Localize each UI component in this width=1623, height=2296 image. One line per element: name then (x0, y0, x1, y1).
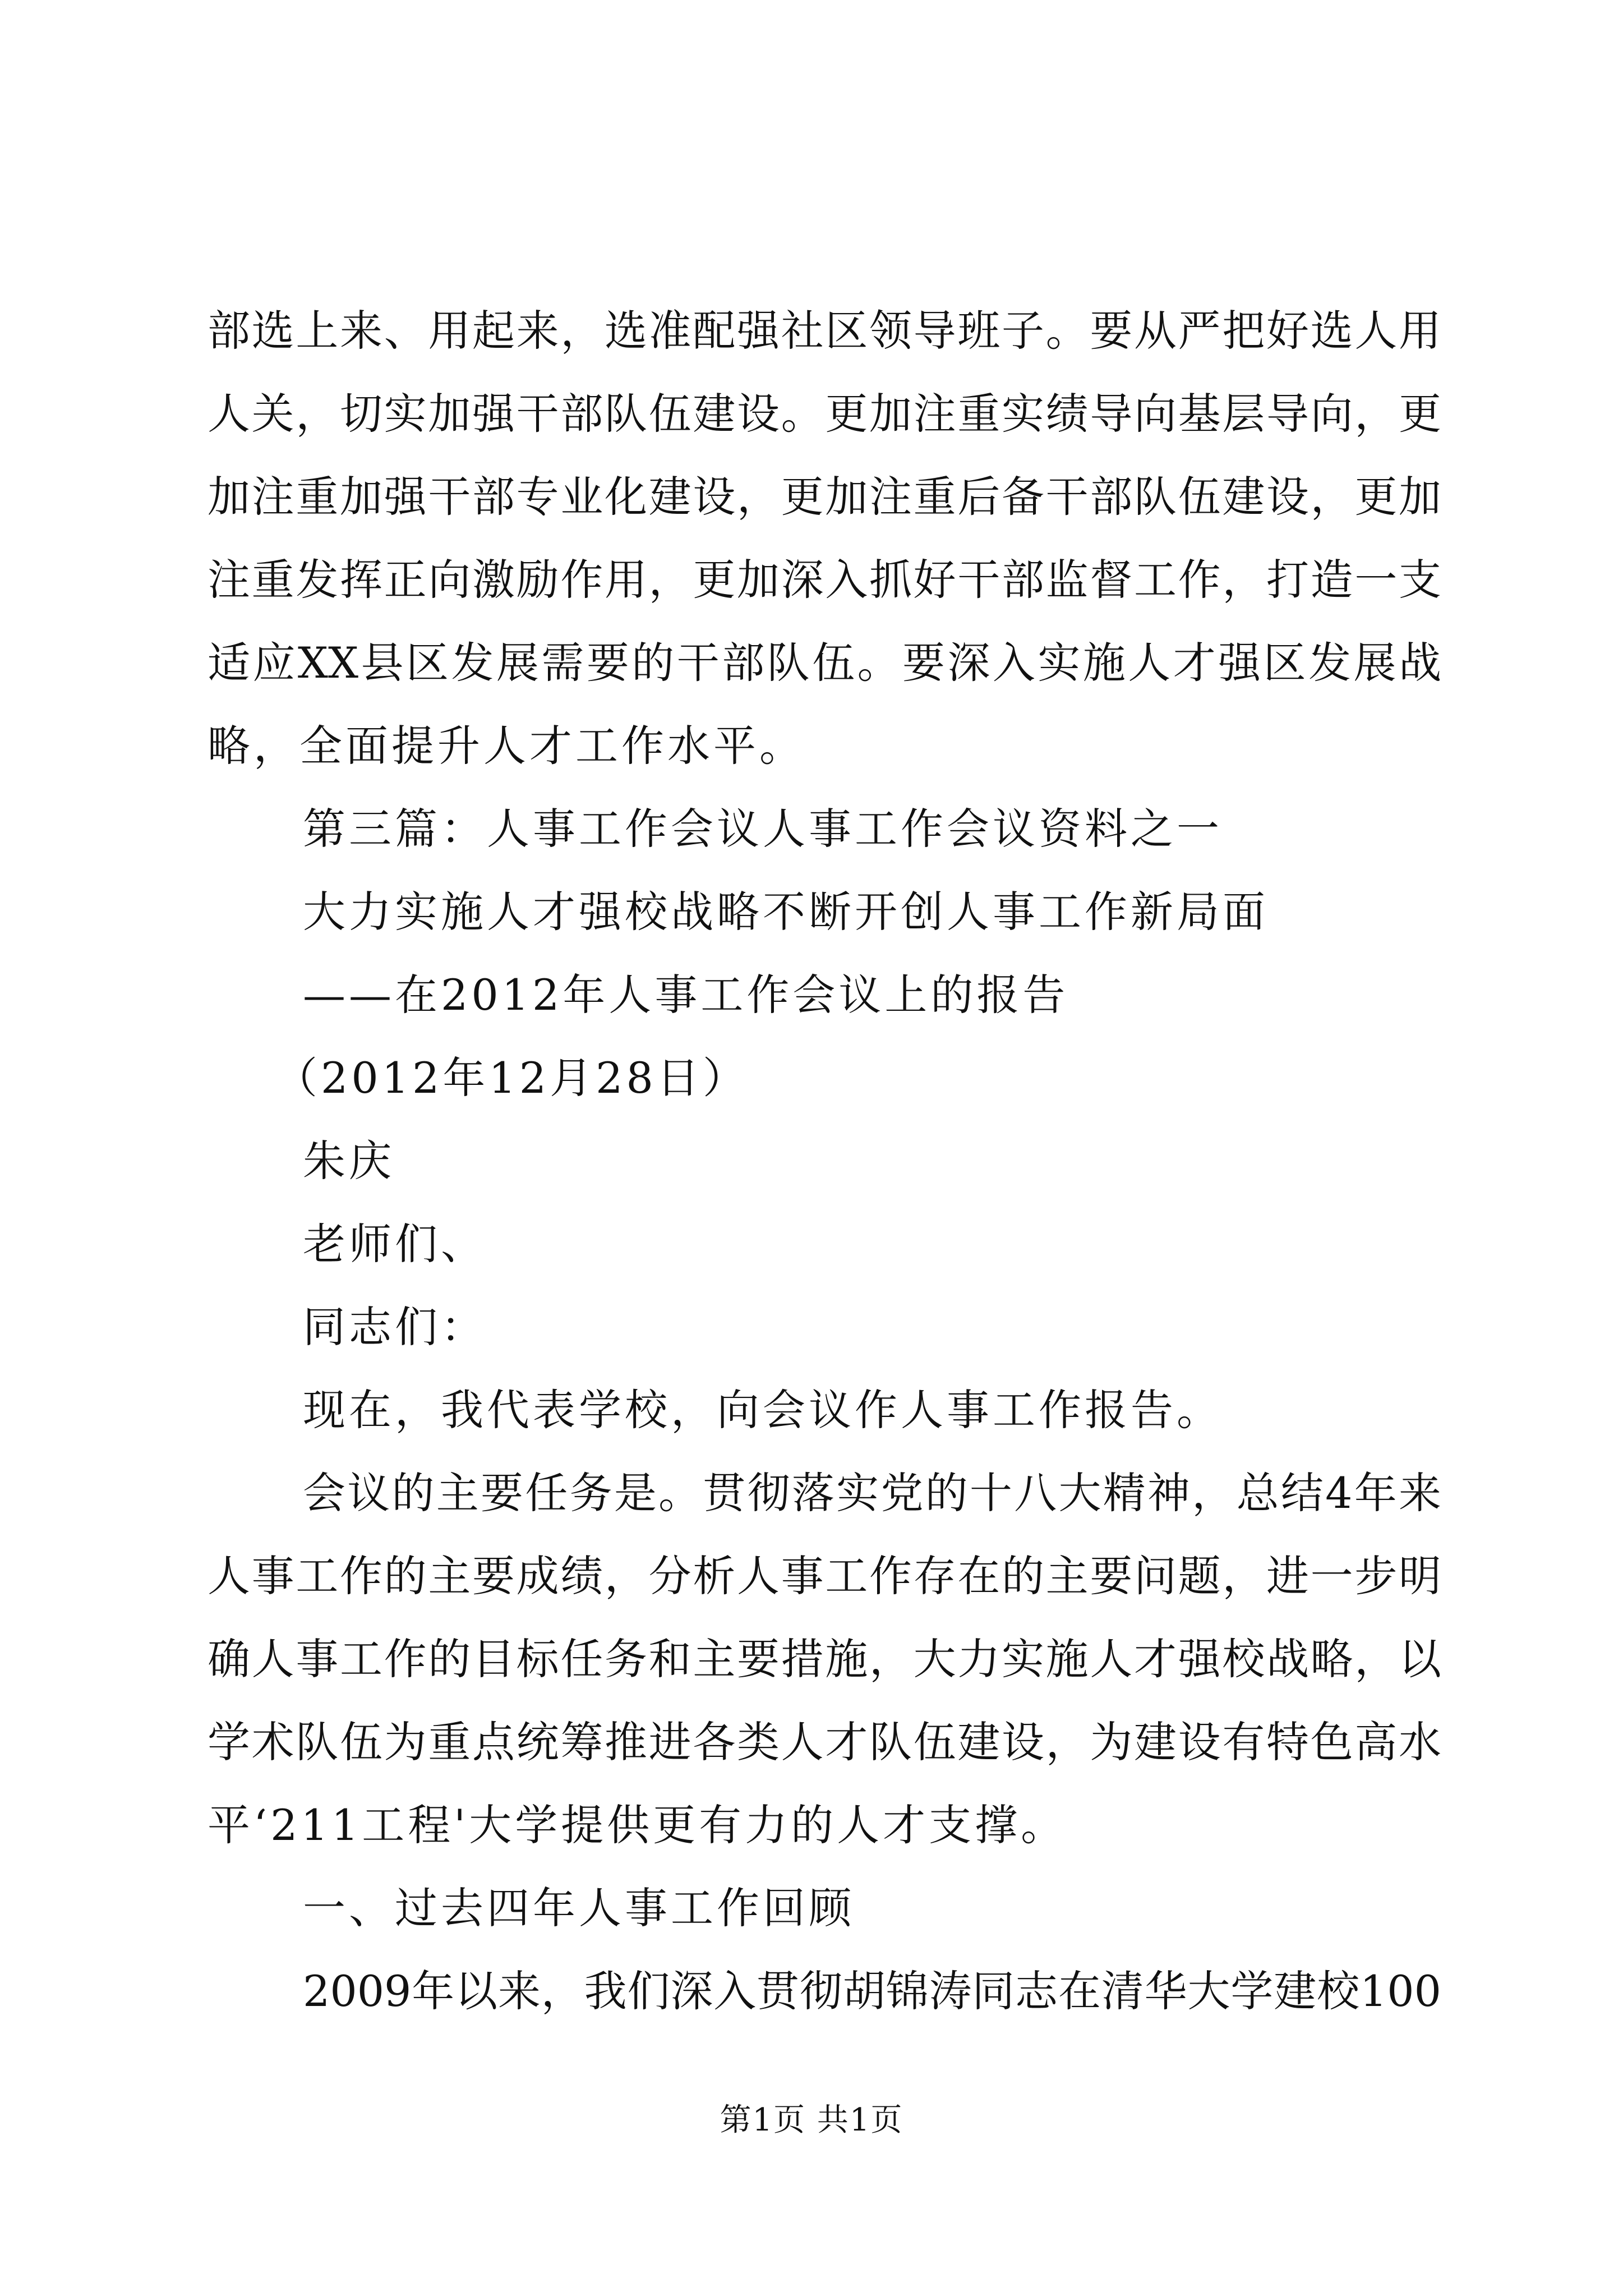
body-text-line: 确人事工作的目标任务和主要措施，大力实施人才强校战略，以 (208, 1634, 1441, 1684)
body-text-line: 适应XX县区发展需要的干部队伍。要深入实施人才强区发展战 (208, 638, 1441, 688)
body-text-line: 2009年以来，我们深入贯彻胡锦涛同志在清华大学建校100 (303, 1966, 1441, 2016)
body-text-line: 加注重加强干部专业化建设，更加注重后备干部队伍建设，更加 (208, 472, 1441, 522)
section-heading: 第三篇：人事工作会议人事工作会议资料之一 (303, 804, 1223, 854)
section-heading: 一、过去四年人事工作回顾 (303, 1883, 855, 1933)
body-text-line: 人事工作的主要成绩，分析人事工作存在的主要问题，进一步明 (208, 1551, 1441, 1601)
body-text-line: 略，全面提升人才工作水平。 (208, 721, 805, 771)
body-text-line: 注重发挥正向激励作用，更加深入抓好干部监督工作，打造一支 (208, 555, 1441, 605)
author-name: 朱庆 (303, 1136, 395, 1186)
body-text-line: 学术队伍为重点统筹推进各类人才队伍建设，为建设有特色高水 (208, 1717, 1441, 1767)
salutation-line: 同志们： (303, 1302, 487, 1352)
body-text-line: 人关，切实加强干部队伍建设。更加注重实绩导向基层导向，更 (208, 389, 1441, 439)
body-text-line: 现在，我代表学校，向会议作人事工作报告。 (303, 1385, 1223, 1435)
report-date: （2012年12月28日） (275, 1053, 749, 1103)
salutation-line: 老师们、 (303, 1219, 487, 1269)
body-text-line: 会议的主要任务是。贯彻落实党的十八大精神，总结4年来 (303, 1468, 1441, 1518)
body-text-line: 部选上来、用起来，选准配强社区领导班子。要从严把好选人用 (208, 306, 1441, 356)
body-text-line: 平‘211工程'大学提供更有力的人才支撑。 (208, 1800, 1067, 1850)
report-title: 大力实施人才强校战略不断开创人事工作新局面 (303, 887, 1269, 937)
page-number-footer: 第1页 共1页 (720, 2102, 903, 2138)
report-subtitle: ——在2012年人事工作会议上的报告 (303, 970, 1069, 1020)
